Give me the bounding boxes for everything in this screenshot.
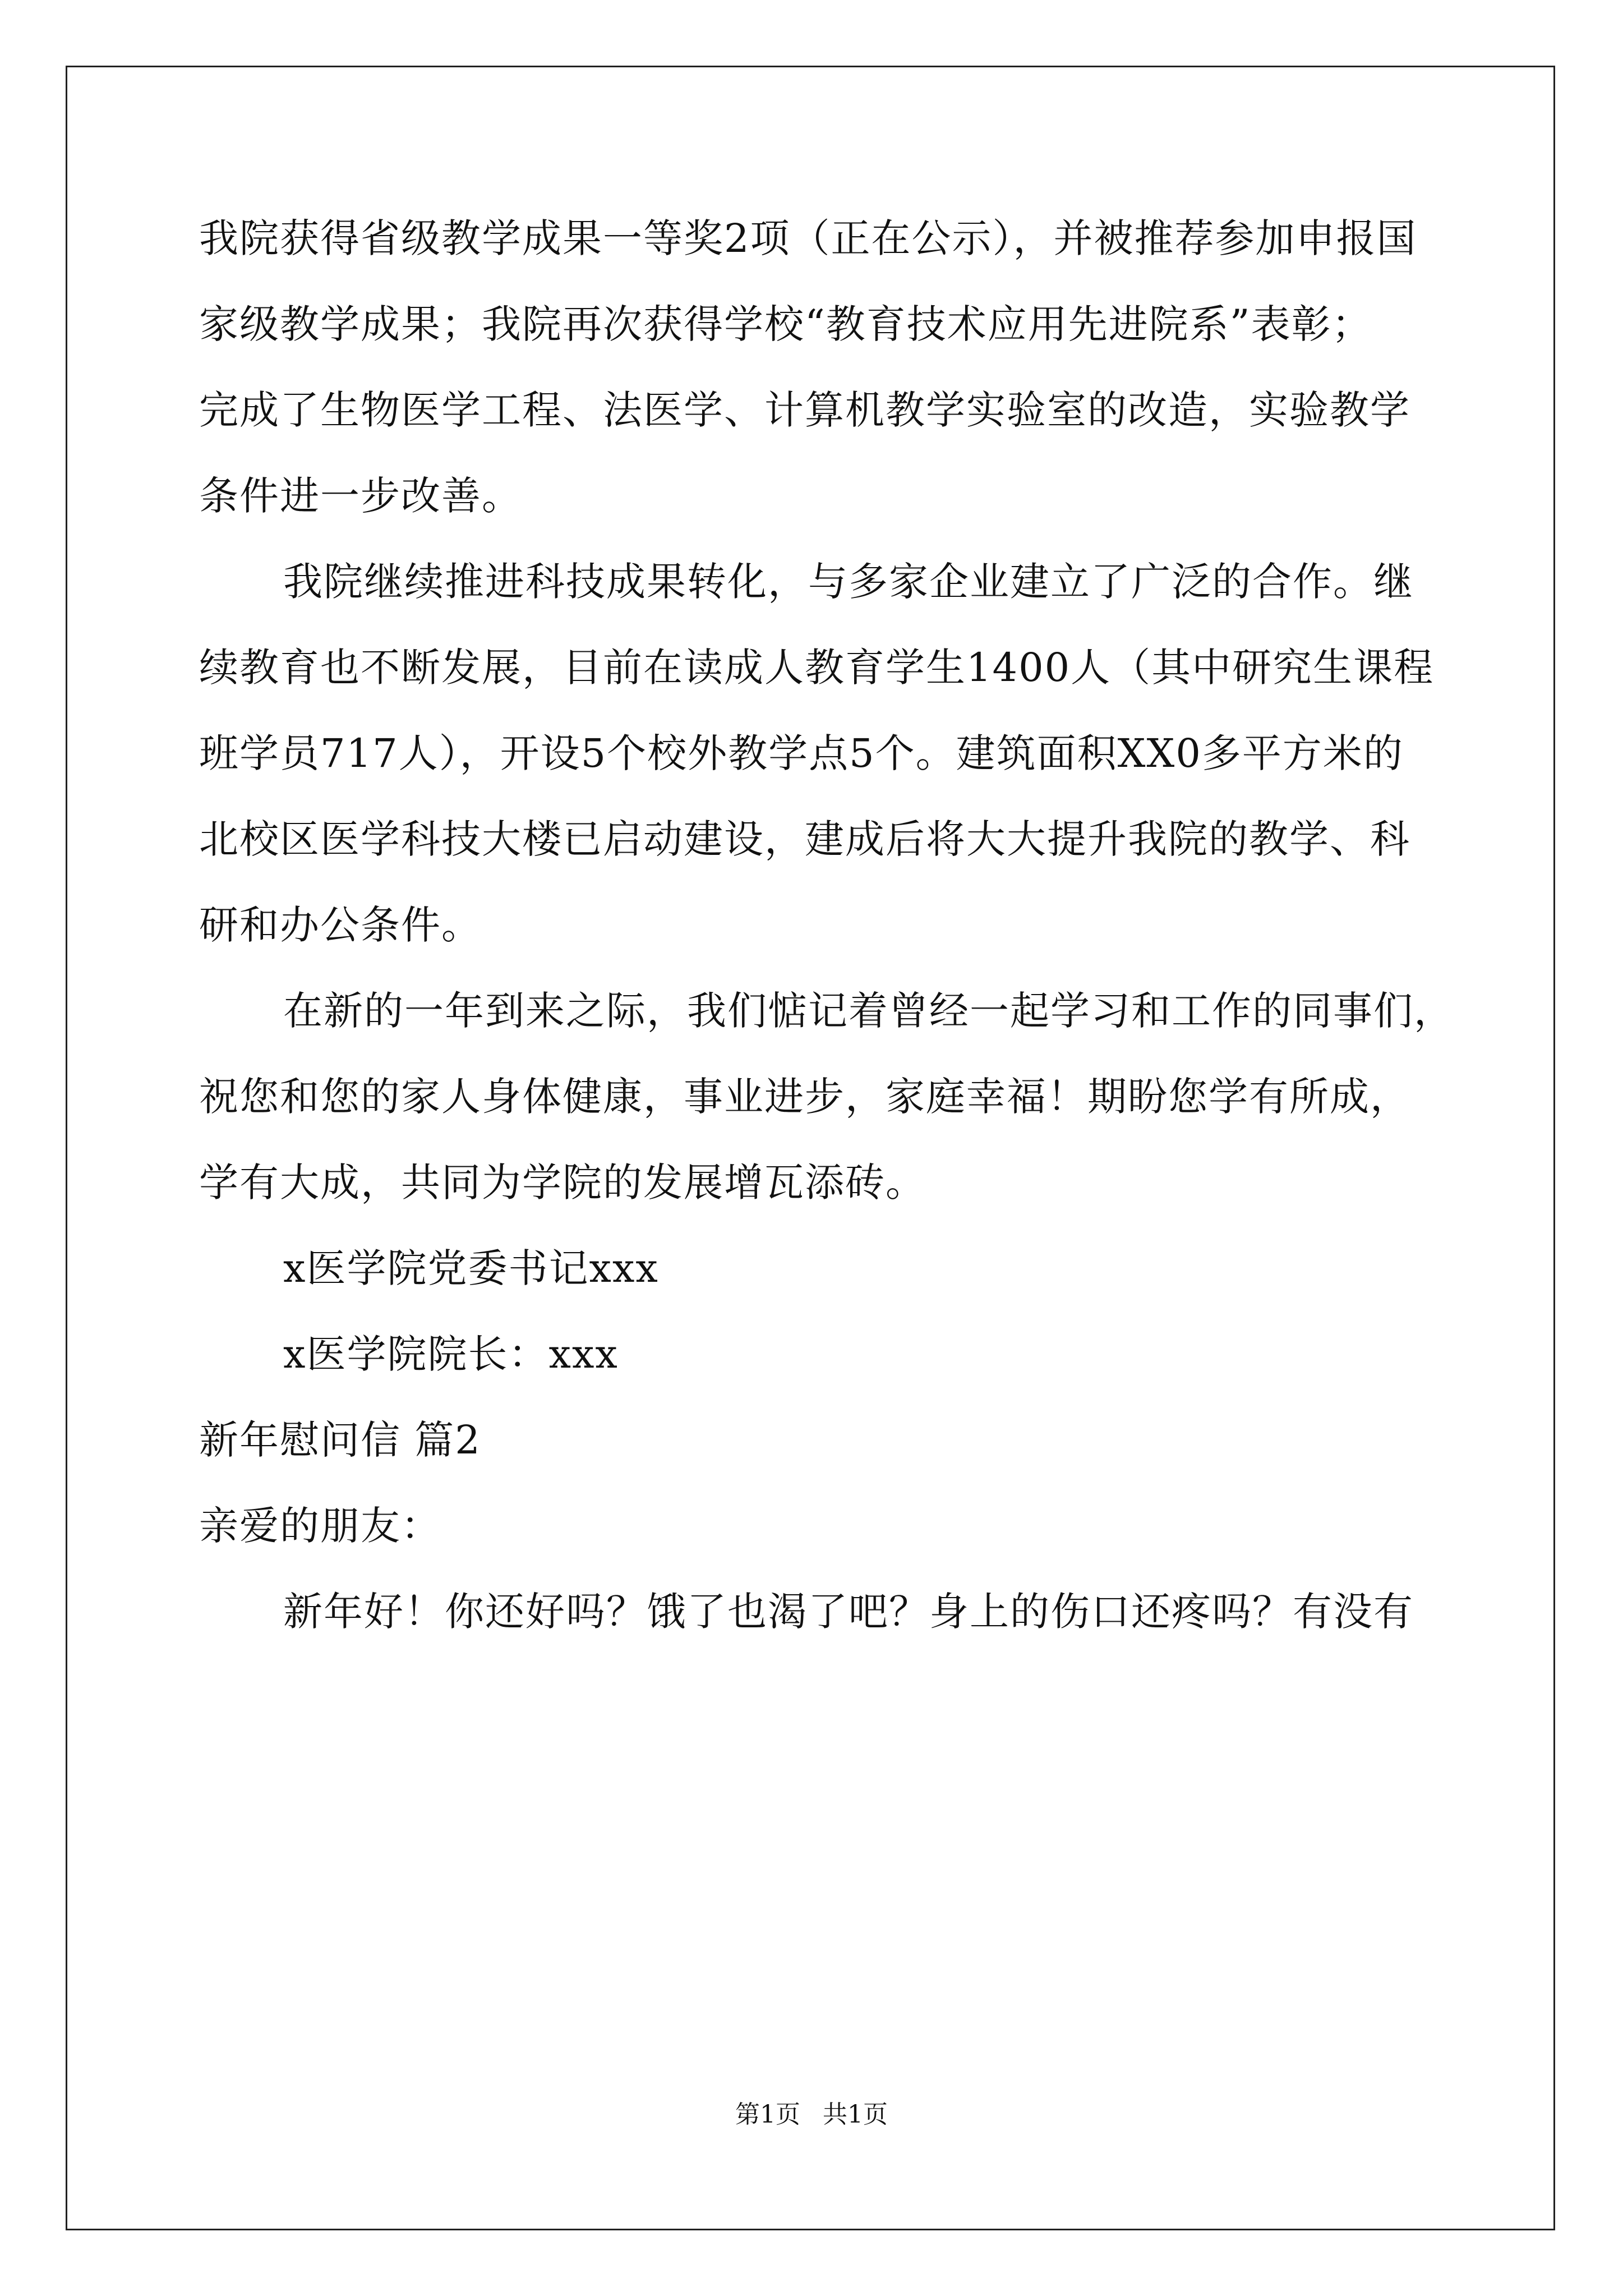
body-line: 家级教学成果；我院再次获得学校“教育技术应用先进院系”表彰； bbox=[199, 301, 1372, 347]
body-line: 祝您和您的家人身体健康，事业进步，家庭幸福！期盼您学有所成， bbox=[199, 1074, 1410, 1120]
body-line: 续教育也不断发展，目前在读成人教育学生1400人（其中研究生课程 bbox=[199, 645, 1435, 691]
page-footer bbox=[0, 2098, 1623, 2132]
body-line: 我院继续推进科技成果转化，与多家企业建立了广泛的合作。继 bbox=[283, 559, 1414, 605]
body-line: 完成了生物医学工程、法医学、计算机教学实验室的改造，实验教学 bbox=[199, 387, 1410, 433]
signature-line: x医学院院长：xxx bbox=[283, 1331, 619, 1377]
body-line: 新年好！你还好吗？饿了也渴了吧？身上的伤口还疼吗？有没有 bbox=[283, 1589, 1414, 1635]
page-total: 共1页 bbox=[823, 2100, 888, 2129]
body-line: 我院获得省级教学成果一等奖2项（正在公示），并被推荐参加申报国 bbox=[199, 215, 1417, 261]
body-line: 条件进一步改善。 bbox=[199, 473, 522, 519]
body-line: 研和办公条件。 bbox=[199, 902, 482, 948]
body-line: 在新的一年到来之际，我们惦记着曾经一起学习和工作的同事们， bbox=[283, 988, 1454, 1034]
body-line: 班学员717人），开设5个校外教学点5个。建筑面积XX0多平方米的 bbox=[199, 730, 1404, 776]
page-number: 第1页 bbox=[735, 2100, 800, 2129]
body-line: 北校区医学科技大楼已启动建设，建成后将大大提升我院的教学、科 bbox=[199, 816, 1410, 862]
body-line: 学有大成，共同为学院的发展增瓦添砖。 bbox=[199, 1159, 926, 1205]
signature-line: x医学院党委书记xxx bbox=[283, 1245, 659, 1291]
salutation: 亲爱的朋友： bbox=[199, 1503, 441, 1549]
section-heading: 新年慰问信 篇2 bbox=[199, 1417, 481, 1463]
